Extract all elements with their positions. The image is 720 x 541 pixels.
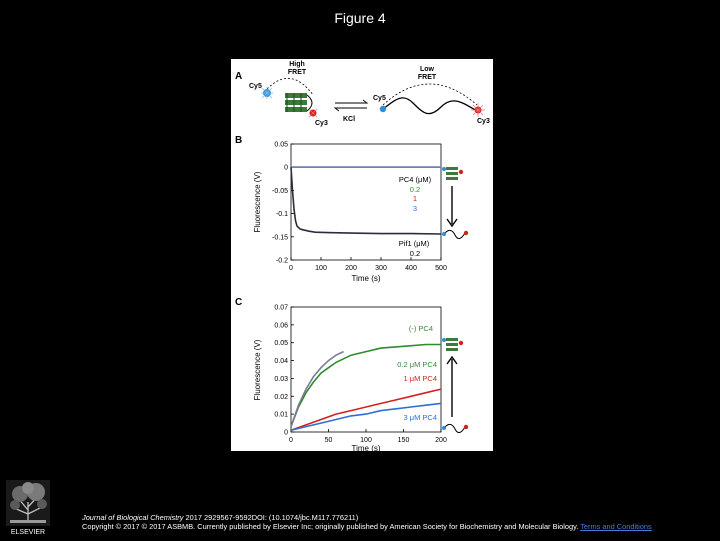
high-fret-line1: High <box>289 61 305 68</box>
x-tick-label: 400 <box>405 265 417 272</box>
panel-b-label: B <box>235 135 243 146</box>
y-tick-label: 0.03 <box>274 375 288 383</box>
panel-c-x-axis-label: Time (s) <box>351 444 381 451</box>
panel-b-legend-item: 3 <box>412 204 418 213</box>
panel-b-legend-item: 0.2 <box>409 185 421 194</box>
elsevier-tree-icon <box>6 480 50 536</box>
figure-panel <box>231 59 493 451</box>
y-tick-label: -0.2 <box>275 257 288 265</box>
terms-link[interactable]: Terms and Conditions <box>580 522 652 532</box>
copyright-text: Copyright © 2017 © 2017 ASBMB. Currently published by Elsevier Inc; originally published by American Society for Biochemistry and Molecular Biology. <box>82 522 579 532</box>
kcl-label: KCl <box>343 116 356 123</box>
figure-svg <box>231 59 493 451</box>
panel-c-annotation: 0.2 μM PC4 <box>397 360 437 369</box>
y-tick-label: 0.04 <box>274 358 288 366</box>
cy5-label-left: Cy5 <box>249 83 262 90</box>
x-tick-label: 200 <box>345 265 357 272</box>
unfolded-dna-icon <box>442 230 468 238</box>
y-tick-label: -0.1 <box>275 211 288 219</box>
x-tick-label: 0 <box>289 265 293 272</box>
panel-c-annotation: (-) PC4 <box>408 324 433 333</box>
panel-c-chart <box>235 297 468 451</box>
fret-arrow-left <box>267 78 313 95</box>
elsevier-logo <box>6 480 50 536</box>
low-fret-line1: Low <box>420 66 434 73</box>
unfolded-dna-icon <box>442 424 468 432</box>
panel-c-annotation: 3 μM PC4 <box>403 413 437 422</box>
x-tick-label: 500 <box>435 265 447 272</box>
x-tick-label: 200 <box>435 437 447 444</box>
y-tick-label: 0.06 <box>274 322 288 330</box>
down-arrow-icon <box>447 186 457 226</box>
y-tick-label: 0.02 <box>274 393 288 401</box>
y-tick-label: -0.15 <box>272 234 288 242</box>
slide-title: Figure 4 <box>334 10 386 26</box>
citation-ref: 2017 2929567-9592DOI: (10.1074/jbc.M117.776211) <box>183 513 359 522</box>
cy5-dot-icon-right <box>380 106 386 112</box>
cy5-star-icon-left <box>261 87 273 99</box>
cy3-star-icon-left <box>309 109 317 117</box>
x-tick-label: 150 <box>397 437 410 444</box>
panel-b-legend2-item: 0.2 <box>409 249 421 258</box>
x-tick-label: 300 <box>375 265 387 272</box>
cy3-star-icon-right <box>471 103 485 117</box>
x-tick-label: 100 <box>360 437 372 444</box>
cy3-label-left: Cy3 <box>315 120 328 127</box>
folded-g4-icon <box>442 338 463 351</box>
panel-a-label: A <box>235 71 243 82</box>
y-tick-label: 0 <box>284 164 288 172</box>
y-tick-label: 0.07 <box>274 304 288 312</box>
low-fret-line2: FRET <box>417 74 437 81</box>
equilibrium-arrows-icon <box>335 100 367 111</box>
g-quadruplex-icon <box>285 93 312 112</box>
citation-block <box>82 513 712 532</box>
fret-arrow-right <box>383 84 477 105</box>
y-tick-label: 0.05 <box>274 340 288 348</box>
y-tick-label: 0.05 <box>274 141 288 149</box>
y-tick-label: -0.05 <box>272 187 288 195</box>
panel-b-legend-title: PC4 (μM) <box>398 175 432 184</box>
cy3-label-right: Cy3 <box>477 118 490 125</box>
y-tick-label: 0 <box>284 429 288 437</box>
elsevier-wordmark: ELSEVIER <box>10 529 46 536</box>
high-fret-line2: FRET <box>287 69 307 76</box>
panel-b-y-axis-label: Fluorescence (V) <box>253 171 262 233</box>
panel-b-legend2-title: Pif1 (μM) <box>398 239 430 248</box>
x-tick-label: 0 <box>289 437 293 444</box>
panel-a-schematic <box>235 61 490 127</box>
panel-b-x-axis-label: Time (s) <box>351 274 381 283</box>
panel-c-label: C <box>235 297 243 308</box>
panel-b-chart <box>235 135 468 283</box>
cy5-label-right: Cy5 <box>373 95 386 102</box>
panel-b-legend-item: 1 <box>412 194 418 203</box>
panel-c-annotation: 1 μM PC4 <box>403 374 437 383</box>
panel-c-y-axis-label: Fluorescence (V) <box>253 339 262 401</box>
up-arrow-icon <box>447 357 457 417</box>
x-tick-label: 50 <box>324 437 333 444</box>
journal-name: Journal of Biological Chemistry <box>82 513 184 522</box>
folded-g4-icon <box>442 167 463 180</box>
x-tick-label: 100 <box>315 265 327 272</box>
y-tick-label: 0.01 <box>274 411 288 419</box>
unfolded-dna-strand <box>383 98 477 114</box>
